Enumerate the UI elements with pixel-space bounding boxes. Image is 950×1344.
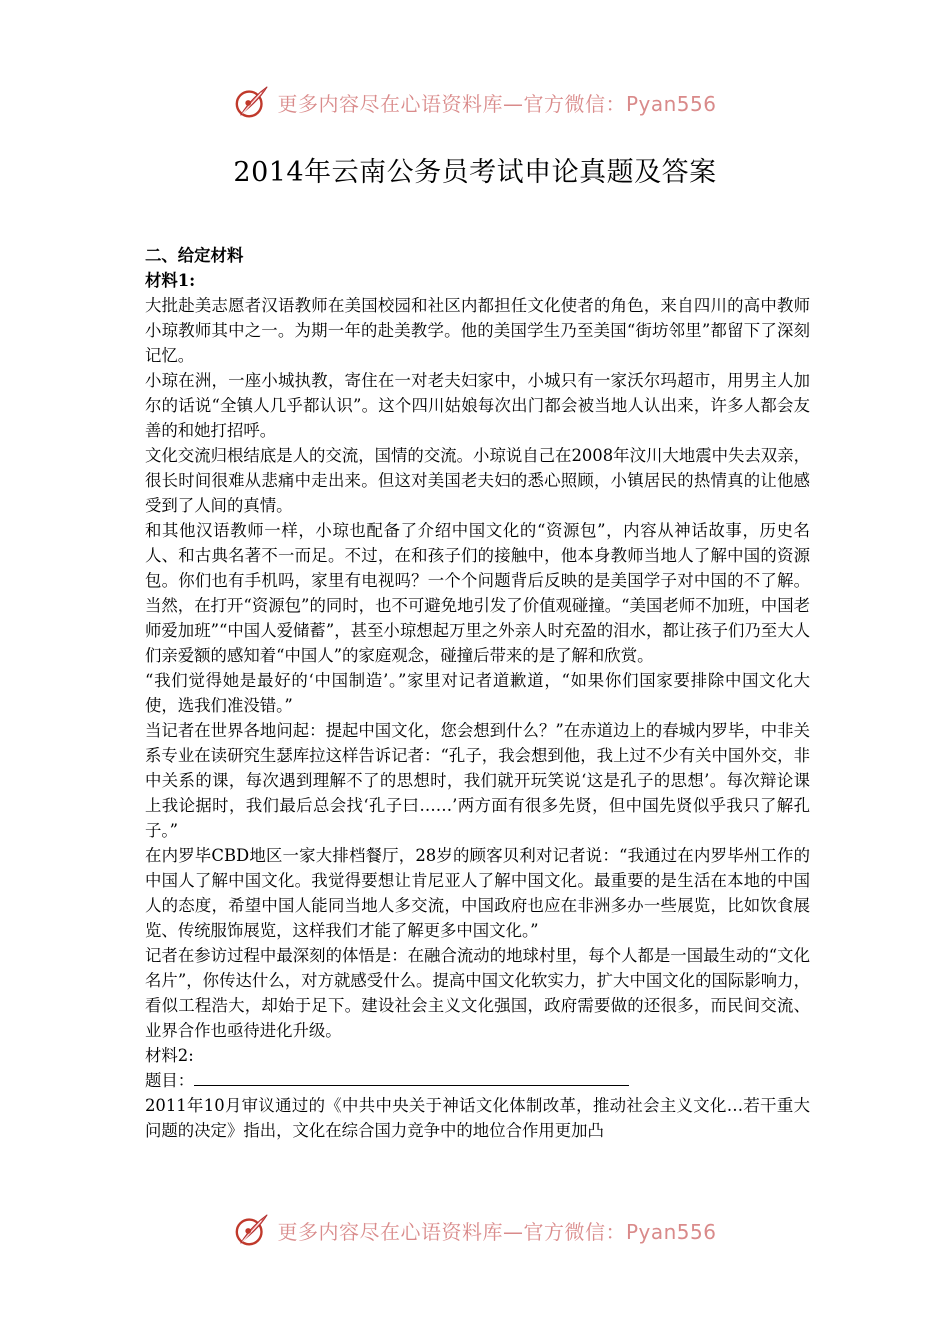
material-1-paragraph: 和其他汉语教师一样，小琼也配备了介绍中国文化的“资源包”，内容从神话故事，历史名人、和古典名著不一而足。不过，在和孩子们的接触中，他本身教师当地人了解中国的资源包。你们也有手机吗，家里有电视吗？一个个问题背后反映的是美国学子对中国的不了解。当然，在打开“资源包”的同时，也不可避免地引发了价值观碰撞。“美国老师不加班，中国老师爱加班”“中国人爱储蓄”，甚至小琼想起万里之外亲人时充盈的泪水，都让孩子们乃至大人们亲爱额的感知着“中国人”的家庭观念，碰撞后带来的是了解和欣赏。 — [145, 521, 810, 665]
material-1-paragraph: 文化交流归根结底是人的交流，国情的交流。小琼说自己在2008年汶川大地震中失去双亲，很长时间很难从悲痛中走出来。但这对美国老夫妇的悉心照顾，小镇居民的热情真的让他感受到了人间的真情。 — [145, 446, 810, 515]
topic-line — [145, 1068, 810, 1093]
material-2-label: 材料2: — [145, 1046, 194, 1065]
material-1-paragraph: 当记者在世界各地问起：提起中国文化，您会想到什么？”在赤道边上的春城内罗毕，中非关系专业在读研究生瑟库拉这样告诉记者：“孔子，我会想到他，我上过不少有关中国外交，非中关系的课，每次遇到理解不了的思想时，我们就开玩笑说‘这是孔子的思想’。每次辩论课上我论据时，我们最后总会找‘孔子曰……’两方面有很多先贤，但中国先贤似乎我只了解孔子。” — [145, 721, 810, 840]
topic-label: 题目： — [145, 1071, 195, 1090]
material-1-label: 材料1: — [145, 271, 196, 290]
document-title: 2014年云南公务员考试申论真题及答案 — [233, 157, 717, 188]
section-heading: 二、给定材料 — [145, 246, 244, 265]
material-1-paragraph: 在内罗毕CBD地区一家大排档餐厅，28岁的顾客贝利对记者说：“我通过在内罗毕州工作的中国人了解中国文化。我觉得要想让肯尼亚人了解中国文化。最重要的是生活在本地的中国人的态度，希望中国人能同当地人多交流，中国政府也应在非洲多办一些展览，比如饮食展览、传统服饰展览，这样我们才能了解更多中国文化。” — [145, 846, 810, 940]
watermark-text: 更多内容尽在心语资料库—官方微信：Pyan556 — [277, 1219, 717, 1244]
quill-logo-icon — [233, 1211, 271, 1249]
quill-logo-icon — [233, 83, 271, 121]
material-1-paragraph: 小琼在洲，一座小城执教，寄住在一对老夫妇家中，小城只有一家沃尔玛超市，用男主人加尔的话说“全镇人几乎都认识”。这个四川姑娘每次出门都会被当地人认出来，许多人都会友善的和她打招呼。 — [145, 371, 810, 440]
document-body — [145, 243, 810, 1143]
material-1-paragraph: 记者在参访过程中最深刻的体悟是：在融合流动的地球村里，每个人都是一国最生动的“文化名片”，你传达什么，对方就感受什么。提高中国文化软实力，扩大中国文化的国际影响力，看似工程浩大，却始于足下。建设社会主义文化强国，政府需要做的还很多，而民间交流、业界合作也亟待进化升级。 — [145, 946, 810, 1040]
material-1-paragraph: “我们觉得她是最好的‘中国制造’。”家里对记者道歉道，“如果你们国家要排除中国文化大使，选我们准没错。” — [145, 671, 810, 715]
material-1-paragraph: 大批赴美志愿者汉语教师在美国校园和社区内都担任文化使者的角色，来自四川的高中教师小琼教师其中之一。为期一年的赴美教学。他的美国学生乃至美国“街坊邻里”都留下了深刻记忆。 — [145, 296, 810, 365]
topic-blank — [194, 1069, 629, 1086]
footer-watermark — [0, 1208, 950, 1252]
material-2-paragraph: 2011年10月审议通过的《中共中央关于神话文化体制改革，推动社会主义文化…若干重大问题的决定》指出，文化在综合国力竞争中的地位合作用更加凸 — [145, 1096, 810, 1140]
watermark-text: 更多内容尽在心语资料库—官方微信：Pyan556 — [277, 91, 717, 116]
header-watermark — [0, 80, 950, 124]
